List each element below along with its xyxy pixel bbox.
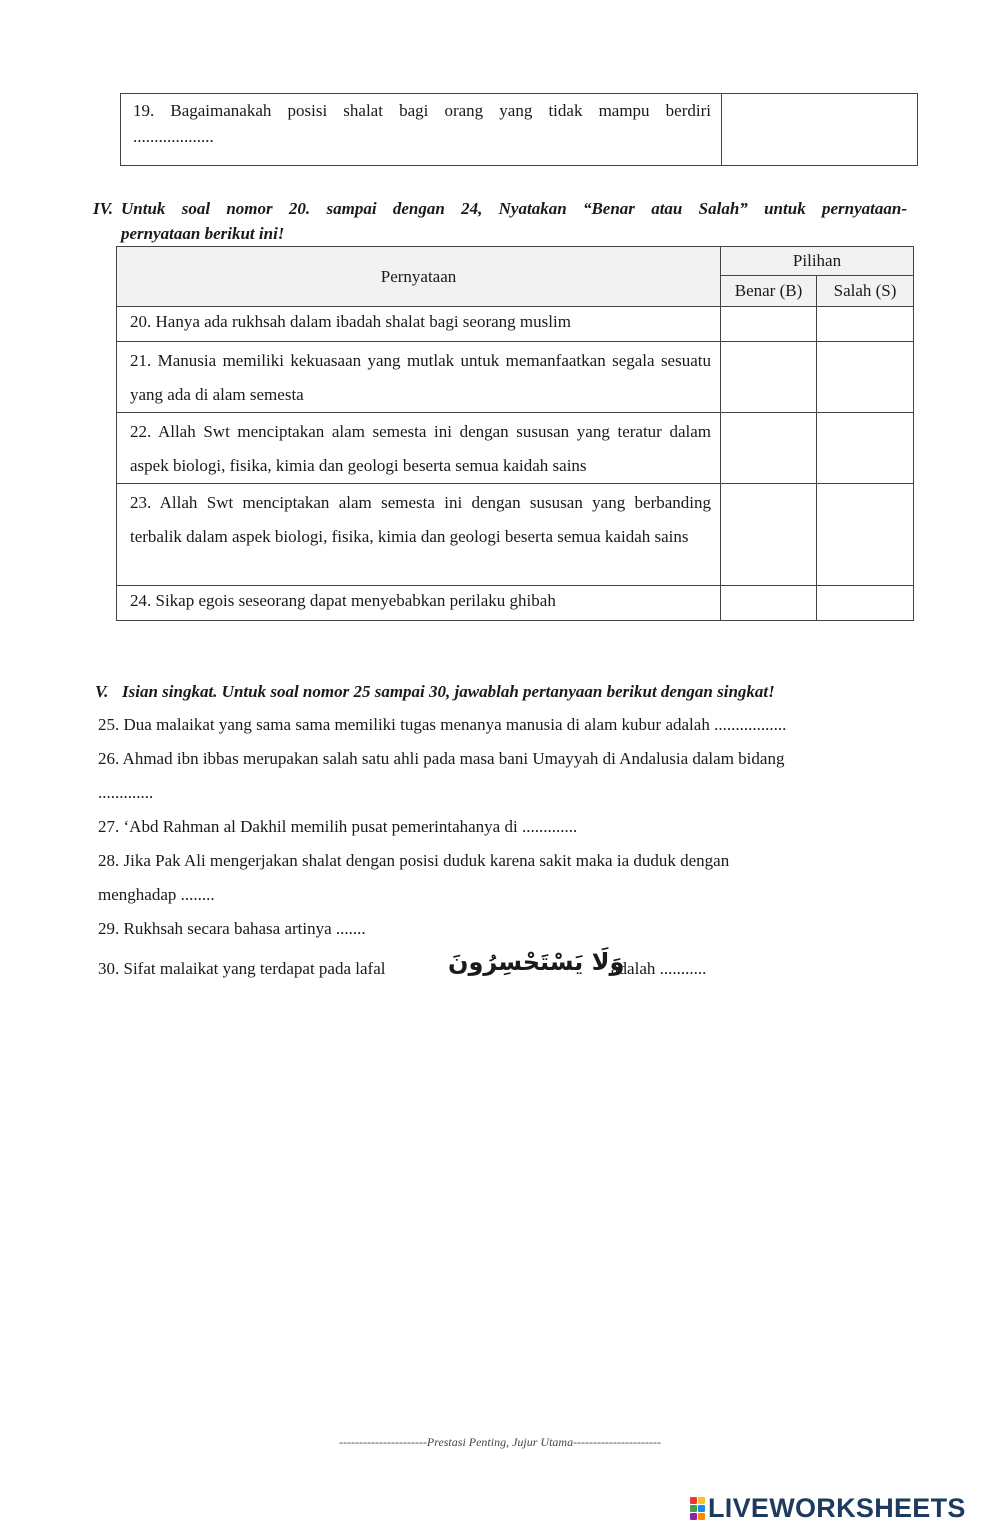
header-statement: Pernyataan bbox=[117, 247, 721, 307]
statement-20: 20. Hanya ada rukhsah dalam ibadah shalat bagi seorang muslim bbox=[130, 312, 571, 331]
logo-square bbox=[690, 1497, 697, 1504]
logo-square bbox=[690, 1513, 697, 1520]
table-row bbox=[117, 413, 914, 484]
answer-false-21[interactable] bbox=[817, 342, 914, 413]
answer-true-24[interactable] bbox=[721, 586, 817, 621]
header-true: Benar (B) bbox=[721, 276, 817, 307]
statement-22: 22. Allah Swt menciptakan alam semesta ini dengan sususan yang teratur dalam aspek biologi, fisika, kimia dan geologi beserta semua kaidah sains bbox=[130, 422, 711, 475]
section-5-number: V. bbox=[95, 682, 109, 701]
answer-true-20[interactable] bbox=[721, 307, 817, 342]
question-26-line1: 26. Ahmad ibn ibbas merupakan salah satu ahli pada masa bani Umayyah di Andalusia dalam bidang bbox=[98, 749, 785, 768]
logo-square bbox=[698, 1505, 705, 1512]
answer-false-24[interactable] bbox=[817, 586, 914, 621]
section-4-instruction bbox=[121, 196, 907, 246]
logo-square bbox=[698, 1497, 705, 1504]
question-19-box bbox=[120, 93, 918, 166]
question-30-suffix: adalah ........... bbox=[611, 959, 707, 978]
statement-21: 21. Manusia memiliki kekuasaan yang mutlak untuk memanfaatkan segala sesuatu yang ada di alam semesta bbox=[130, 351, 711, 404]
page-footer-motto: ----------------------Prestasi Penting, Jujur Utama---------------------- bbox=[338, 1435, 662, 1449]
logo-text: LIVEWORKSHEETS bbox=[708, 1492, 966, 1523]
question-19-text bbox=[133, 98, 711, 150]
question-30-arabic-phrase: وَلَا يَسْتَحْسِرُونَ bbox=[448, 948, 625, 976]
question-25: 25. Dua malaikat yang sama sama memiliki tugas menanya manusia di alam kubur adalah ................. bbox=[98, 715, 787, 734]
liveworksheets-logo bbox=[690, 1492, 966, 1524]
question-19-line1: 19. Bagaimanakah posisi shalat bagi orang yang tidak mampu berdiri bbox=[133, 101, 711, 120]
answer-false-22[interactable] bbox=[817, 413, 914, 484]
statement-24: 24. Sikap egois seseorang dapat menyebabkan perilaku ghibah bbox=[130, 591, 556, 610]
question-30-prefix: 30. Sifat malaikat yang terdapat pada lafal bbox=[98, 959, 386, 978]
table-row bbox=[117, 586, 914, 621]
answer-false-20[interactable] bbox=[817, 307, 914, 342]
question-19-line2: ................... bbox=[133, 127, 214, 146]
logo-square bbox=[690, 1505, 697, 1512]
logo-square bbox=[698, 1513, 705, 1520]
question-26-line2: ............. bbox=[98, 783, 154, 802]
answer-true-23[interactable] bbox=[721, 484, 817, 586]
header-choice: Pilihan bbox=[721, 247, 914, 276]
logo-mark-icon bbox=[690, 1497, 705, 1520]
header-false: Salah (S) bbox=[817, 276, 914, 307]
true-false-table bbox=[116, 246, 914, 621]
table-row bbox=[117, 484, 914, 586]
statement-23: 23. Allah Swt menciptakan alam semesta ini dengan sususan yang berbanding terbalik dalam aspek biologi, fisika, kimia dan geologi beserta semua kaidah sains bbox=[130, 493, 711, 546]
table-row bbox=[117, 307, 914, 342]
question-27: 27. ‘Abd Rahman al Dakhil memilih pusat pemerintahanya di ............. bbox=[98, 817, 578, 836]
question-28-line1: 28. Jika Pak Ali mengerjakan shalat dengan posisi duduk karena sakit maka ia duduk dengan bbox=[98, 851, 730, 870]
answer-false-23[interactable] bbox=[817, 484, 914, 586]
answer-true-22[interactable] bbox=[721, 413, 817, 484]
question-19-divider bbox=[721, 94, 722, 165]
question-29: 29. Rukhsah secara bahasa artinya ....... bbox=[98, 919, 366, 938]
section-4-line2: pernyataan berikut ini! bbox=[121, 224, 285, 243]
section-5-instruction: Isian singkat. Untuk soal nomor 25 sampai 30, jawablah pertanyaan berikut dengan singkat! bbox=[122, 682, 775, 701]
section-4-number: IV. bbox=[93, 199, 114, 218]
table-row bbox=[117, 342, 914, 413]
section-4-line1: Untuk soal nomor 20. sampai dengan 24, Nyatakan “Benar atau Salah” untuk pernyataan- bbox=[121, 199, 907, 218]
question-28-line2: menghadap ........ bbox=[98, 885, 215, 904]
answer-true-21[interactable] bbox=[721, 342, 817, 413]
